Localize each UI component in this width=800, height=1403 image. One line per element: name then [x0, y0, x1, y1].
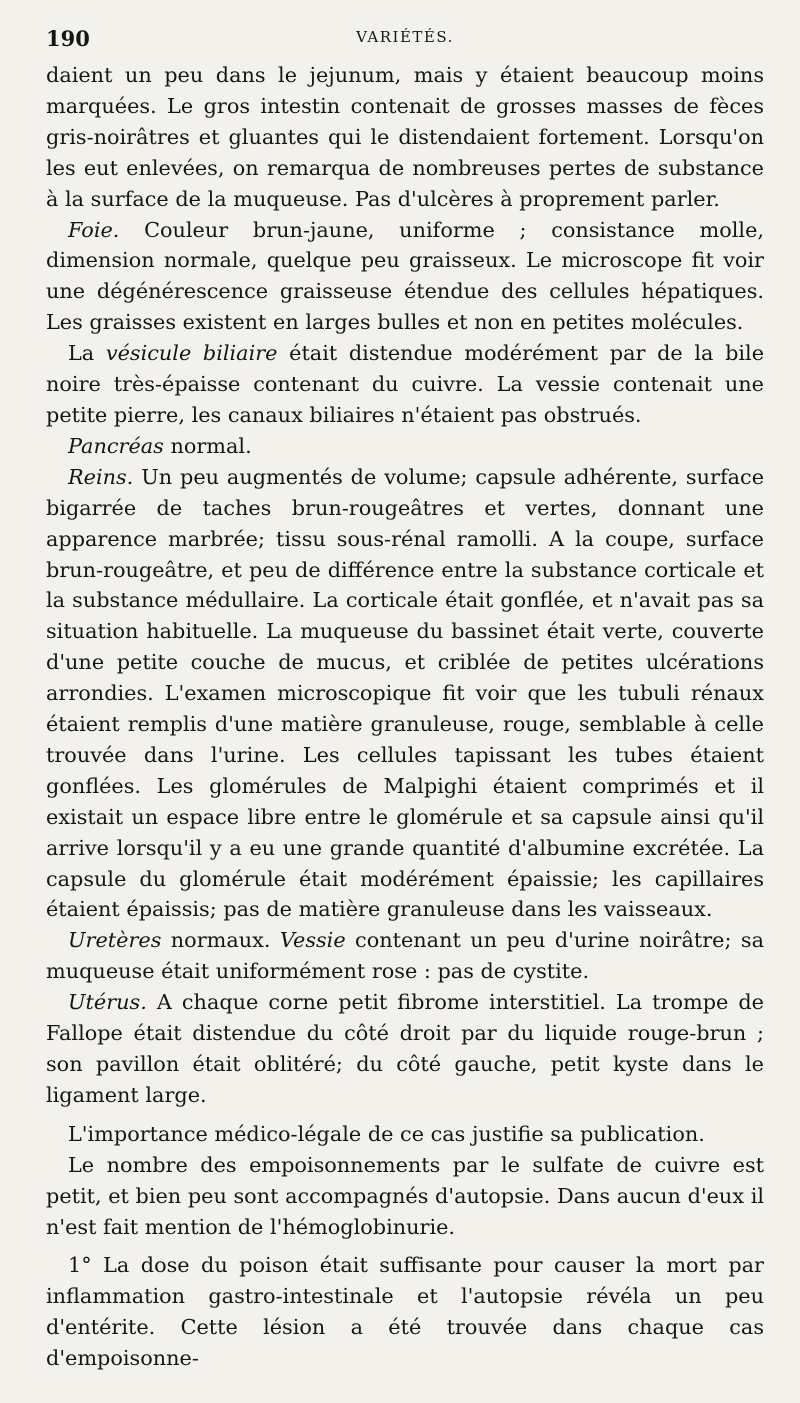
paragraph-vesicule: [46, 338, 764, 431]
organ-heading-ureteres: Uretères: [68, 928, 162, 953]
running-title: VARIÉTÉS.: [356, 28, 454, 46]
body-text: [46, 60, 764, 1374]
paragraph-intestins: [46, 60, 764, 215]
text-segment: L'importance médico-légale de ce cas justifie sa publication.: [68, 1121, 705, 1146]
text-segment: La: [68, 341, 106, 366]
text-segment: contenant un peu d'urine noirâtre; sa muqueuse était uniformément rose : pas de cystite.: [46, 928, 764, 984]
paragraph-pancreas: [46, 431, 764, 462]
organ-heading-reins: Reins.: [68, 464, 134, 489]
organ-heading-vesicule: vésicule biliaire: [105, 341, 278, 366]
text-segment: normal.: [163, 433, 252, 458]
page-header: [46, 26, 764, 60]
paragraph-uterus: [46, 987, 764, 1111]
paragraph-reins: [46, 462, 764, 926]
text-segment: Couleur brun-jaune, uniforme ; consistance molle, dimension normale, quelque peu graisseux. Le microscope fit voir une dégénérescence graisseuse étendue des cellules hépatiques. Les graisses existent en larges bulles et non en petites molécules.: [46, 217, 764, 335]
paragraph-foie: [46, 215, 764, 339]
organ-heading-pancreas: Pancréas: [68, 433, 164, 458]
organ-heading-uterus: Utérus.: [68, 990, 147, 1015]
text-segment: Le nombre des empoisonnements par le sulfate de cuivre est petit, et bien peu sont accompagnés d'autopsie. Dans aucun d'eux il n'est fait mention de l'hémoglobinurie.: [46, 1152, 764, 1239]
paragraph-nombre: [46, 1150, 764, 1243]
page-number: 190: [46, 26, 90, 51]
organ-heading-vessie: Vessie: [279, 928, 346, 953]
text-segment: daient un peu dans le jejunum, mais y étaient beaucoup moins marquées. Le gros intestin contenait de grosses masses de fèces gris-noirâtres et gluantes qui le distendaient fortement. Lorsqu'on les eut enlevées, on remarqua de nombreuses pertes de substance à la surface de la muqueuse. Pas d'ulcères à proprement parler.: [46, 63, 764, 211]
paragraph-ureteres: [46, 925, 764, 987]
text-segment: Un peu augmentés de volume; capsule adhérente, surface bigarrée de taches brun-rougeâtres et vertes, donnant une apparence marbrée; tissu sous-rénal ramolli. A la coupe, surface brun-rougeâtre, et peu de différence entre la substance corticale et la substance médullaire. La corticale était gonflée, et n'avait pas sa situation habituelle. La muqueuse du bassinet était verte, couverte d'une petite couche de mucus, et criblée de petites ulcérations arrondies. L'examen microscopique fit voir que les tubuli rénaux étaient remplis d'une matière granuleuse, rouge, semblable à celle trouvée dans l'urine. Les cellules tapissant les tubes étaient gonflées. Les glomérules de Malpighi étaient comprimés et il existait un espace libre entre le glomérule et sa capsule ainsi qu'il arrive lorsqu'il y a eu une grande quantité d'albumine excrétée. La capsule du glomérule était modérément épaissie; les capillaires étaient épaissis; pas de matière granuleuse dans les vaisseaux.: [46, 464, 764, 922]
text-segment: était distendue modérément par de la bile noire très-épaisse contenant du cuivre. La vessie contenait une petite pierre, les canaux biliaires n'étaient pas obstrués.: [46, 341, 764, 427]
organ-heading-foie: Foie.: [68, 217, 120, 242]
text-segment: A chaque corne petit fibrome interstitiel. La trompe de Fallope était distendue du côté droit par du liquide rouge-brun ; son pavillon était oblitéré; du côté gauche, petit kyste dans le ligament large.: [46, 990, 764, 1107]
paragraph-importance: [46, 1119, 764, 1150]
paragraph-dose: [46, 1250, 764, 1374]
text-segment: normaux.: [161, 928, 280, 953]
text-segment: 1° La dose du poison était suffisante pour causer la mort par inflammation gastro-intestinale et l'autopsie révéla un peu d'entérite. Cette lésion a été trouvée dans chaque cas d'empoisonne-: [46, 1253, 764, 1371]
